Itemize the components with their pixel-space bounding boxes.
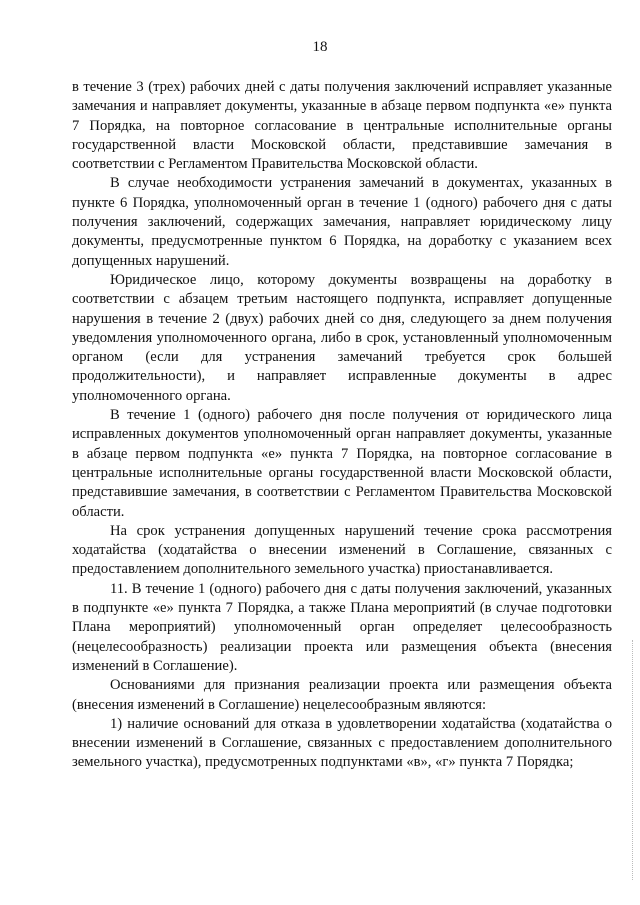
- paragraph: Основаниями для признания реализации проекта или размещения объекта (внесения изменений в Соглашение) нецелесообразным являются:: [72, 677, 612, 713]
- document-body: [72, 78, 612, 773]
- paragraph: в течение 3 (трех) рабочих дней с даты получения заключений исправляет указанные замечания и направляет документы, указанные в абзаце первом подпункта «е» пункта 7 Порядка, на повторное согласование в центральные исполнительные органы государственной власти Московской области, представившие замечания в соответствии с Регламентом Правительства Московской области.: [72, 79, 612, 173]
- page-number: 18: [312, 39, 328, 55]
- paragraph: В течение 1 (одного) рабочего дня после получения от юридического лица исправленных документов уполномоченный орган направляет документы, указанные в абзаце первом подпункта «е» пункта 7 Порядка, на повторное согласование в центральные исполнительные органы государственной власти Московской области, представившие замечания, в соответствии с Регламентом Правительства Московской области.: [72, 407, 612, 520]
- paragraph: 11. В течение 1 (одного) рабочего дня с даты получения заключений, указанных в подпункте «е» пункта 7 Порядка, а также Плана мероприятий (в случае подготовки Плана мероприятий) уполномоченный орган определяет целесообразность (нецелесообразность) реализации проекта или размещения объекта (внесения изменений в Соглашение).: [72, 580, 612, 674]
- paragraph: В случае необходимости устранения замечаний в документах, указанных в пункте 6 Порядка, уполномоченный орган в течение 1 (одного) рабочего дня с даты получения заключений, содержащих замечания, направляет юридическому лицу документы, предусмотренные пунктом 6 Порядка, на доработку с указанием всех допущенных нарушений.: [72, 175, 612, 269]
- paragraph: На срок устранения допущенных нарушений течение срока рассмотрения ходатайства (ходатайства о внесении изменений в Соглашение, связанных с предоставлением дополнительного земельного участка) приостанавливается.: [72, 522, 612, 578]
- margin-scan-mark: [632, 640, 634, 880]
- list-item: 1) наличие оснований для отказа в удовлетворении ходатайства (ходатайства о внесении изменений в Соглашение, связанных с предоставлением дополнительного земельного участка), предусмотренных подпунктами «в», «г» пункта 7 Порядка;: [72, 715, 612, 771]
- paragraph: Юридическое лицо, которому документы возвращены на доработку в соответствии с абзацем третьим настоящего подпункта, исправляет допущенные нарушения в течение 2 (двух) рабочих дней со дня, следующего за днем получения уведомления уполномоченного органа, либо в срок, установленный уполномоченным органом (если для устранения замечаний требуется срок большей продолжительности), и направляет исправленные документы в адрес уполномоченного органа.: [72, 271, 612, 404]
